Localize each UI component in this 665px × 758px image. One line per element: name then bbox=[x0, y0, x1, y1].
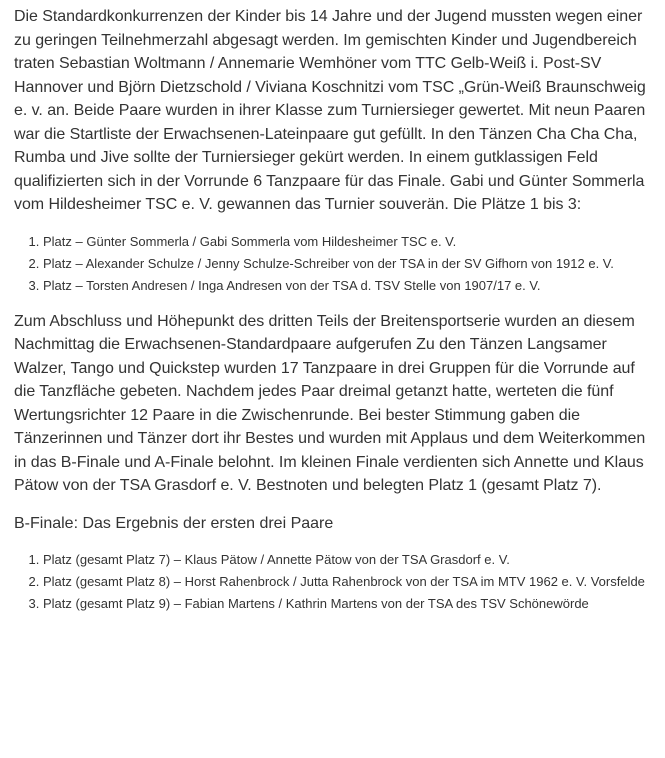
list-item: 1. Platz (gesamt Platz 7) – Klaus Pätow / Annette Pätow von der TSA Grasdorf e. V. bbox=[43, 549, 657, 571]
list-item: 2. Platz – Alexander Schulze / Jenny Schulze-Schreiber von der TSA in der SV Gifhorn von 1912 e. V. bbox=[43, 253, 657, 275]
list-item: 3. Platz – Torsten Andresen / Inga Andresen von der TSA d. TSV Stelle von 1907/17 e. V. bbox=[43, 275, 657, 297]
b-final-results-list bbox=[14, 549, 657, 615]
latin-results-list bbox=[14, 231, 657, 297]
intro-paragraph: Die Standardkonkurrenzen der Kinder bis 14 Jahre und der Jugend mussten wegen einer zu geringen Teilnehmerzahl abgesagt werden. Im gemischten Kinder und Jugendbereich traten Sebastian Woltmann / Annemarie Wemhöner vom TTC Gelb-Weiß i. Post-SV Hannover und Björn Dietzschold / Viviana Koschnitzi vom TSC „Grün-Weiß Braunschweig e. v. an. Beide Paare wurden in ihrer Klasse zum Turniersieger gewertet. Mit neun Paaren war die Startliste der Erwachsenen-Lateinpaare gut gefüllt. In den Tänzen Cha Cha Cha, Rumba und Jive sollte der Turniersieger gekürt werden. In einem gutklassigen Feld qualifizierten sich in der Vorrunde 6 Tanzpaare für das Finale. Gabi und Günter Sommerla vom Hildesheimer TSC e. V. gewannen das Turnier souverän. Die Plätze 1 bis 3: bbox=[14, 8, 646, 213]
b-final-heading: B-Finale: Das Ergebnis der ersten drei Paare bbox=[14, 514, 334, 532]
list-item: 3. Platz (gesamt Platz 9) – Fabian Martens / Kathrin Martens von der TSA des TSV Schönewörde bbox=[43, 593, 657, 615]
list-item: 1. Platz – Günter Sommerla / Gabi Sommerla vom Hildesheimer TSC e. V. bbox=[43, 231, 657, 253]
standard-paragraph: Zum Abschluss und Höhepunkt des dritten Teils der Breitensportserie wurden an diesem Nachmittag die Erwachsenen-Standardpaare aufgerufen Zu den Tänzen Langsamer Walzer, Tango und Quickstep wurden 17 Tanzpaare in drei Gruppen für die Vorrunde auf die Tanzfläche gebeten. Nachdem jedes Paar dreimal getanzt hatte, werteten die fünf Wertungsrichter 12 Paare in die Zwischenrunde. Bei bester Stimmung gaben die Tänzerinnen und Tänzer dort ihr Bestes und wurden mit Applaus und dem Weiterkommen in das B-Finale und A-Finale belohnt. Im kleinen Finale verdienten sich Annette und Klaus Pätow von der TSA Grasdorf e. V. Bestnoten und belegten Platz 1 (gesamt Platz 7). bbox=[14, 312, 646, 494]
list-item: 2. Platz (gesamt Platz 8) – Horst Rahenbrock / Jutta Rahenbrock von der TSA im MTV 1962 e. V. Vorsfelde bbox=[43, 571, 657, 593]
